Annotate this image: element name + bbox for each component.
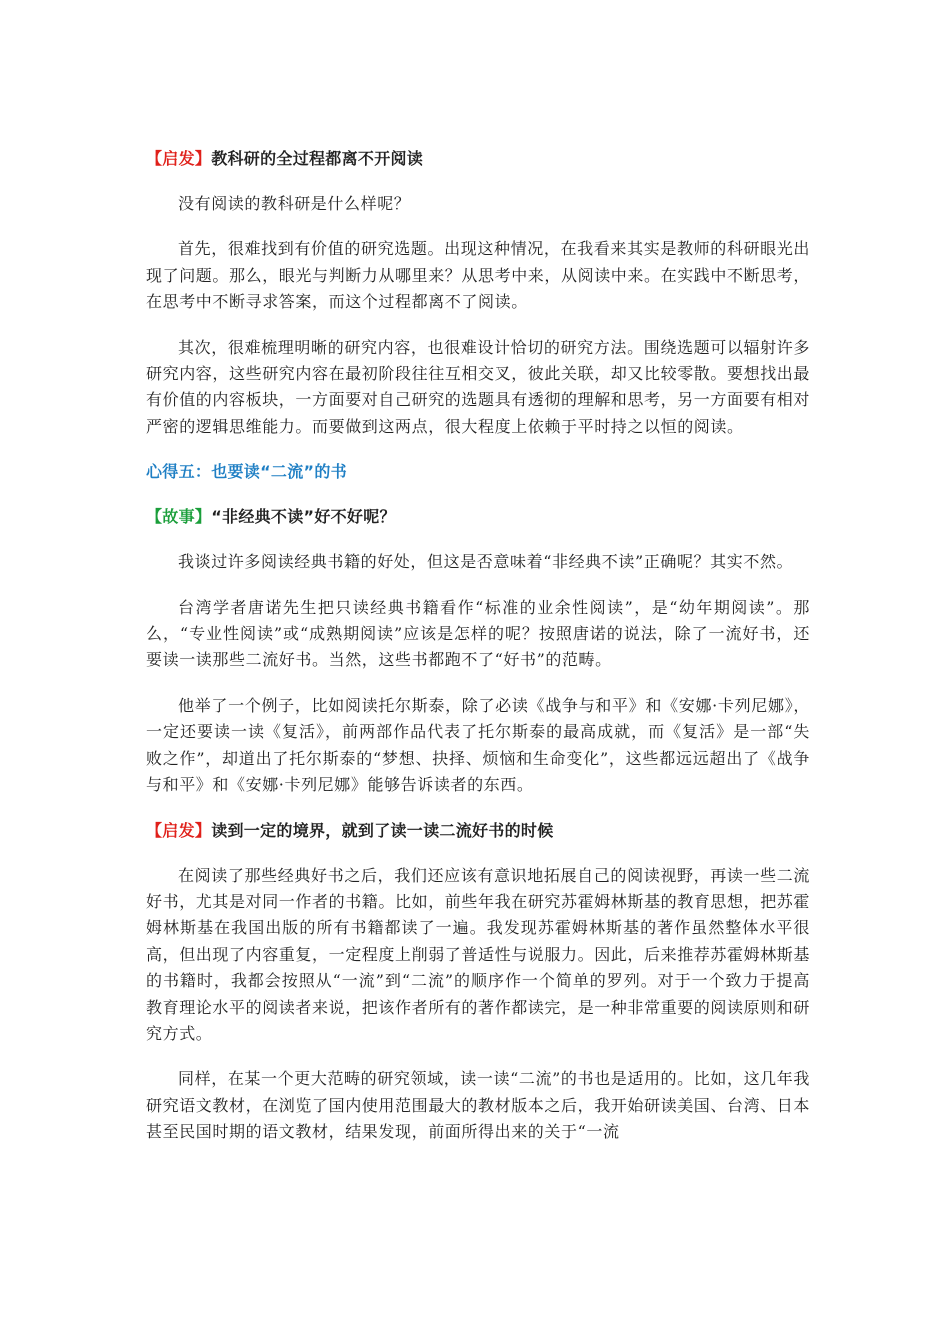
paragraph: 没有阅读的教科研是什么样呢？ xyxy=(178,194,411,213)
section-heading-inspiration-1 xyxy=(146,146,810,172)
paragraph: 其次，很难梳理明晰的研究内容，也很难设计恰切的研究方法。围绕选题可以辐射许多研究内容，这些研究内容在最初阶段往往互相交叉，彼此关联，却又比较零散。要想找出最有价值的内容板块，一方面要对自己研究的选题具有透彻的理解和思考，另一方面要有相对严密的逻辑思维能力。而要做到这两点，很大程度上依赖于平时持之以恒的阅读。 xyxy=(146,337,811,436)
section-heading-inspiration-2 xyxy=(146,818,810,844)
paragraph: 台湾学者唐诺先生把只读经典书籍看作“标准的业余性阅读”，是“幼年期阅读”。那么，“专业性阅读”或“成熟期阅读”应该是怎样的呢？按照唐诺的说法，除了一流好书，还要读一读那些二流好书。当然，这些书都跑不了“好书”的范畴。 xyxy=(146,597,810,670)
heading-text: 读到一定的境界，就到了读一读二流好书的时候 xyxy=(211,820,554,840)
paragraph: 同样，在某一个更大范畴的研究领域，读一读“二流”的书也是适用的。比如，这几年我研究语文教材，在浏览了国内使用范围最大的教材版本之后，我开始研读美国、台湾、日本甚至民国时期的语文教材，结果发现，前面所得出来的关于“一流 xyxy=(146,1069,811,1142)
paragraph: 他举了一个例子，比如阅读托尔斯泰，除了必读《战争与和平》和《安娜·卡列尼娜》，一定还要读一读《复活》，前两部作品代表了托尔斯泰的最高成就，而《复活》是一部“失败之作”，却道出了托尔斯泰的“梦想、抉择、烦恼和生命变化”，这些都远远超出了《战争与和平》和《安娜·卡列尼娜》能够告诉读者的东西。 xyxy=(146,695,810,795)
paragraph: 首先，很难找到有价值的研究选题。出现这种情况，在我看来其实是教师的科研眼光出现了问题。那么，眼光与判断力从哪里来？从思考中来，从阅读中来。在实践中不断思考，在思考中不断寻求答案，而这个过程都离不了阅读。 xyxy=(146,239,811,312)
inspiration-tag: 【启发】 xyxy=(146,149,212,168)
chapter-heading-insight-five: 心得五：也要读“二流”的书 xyxy=(146,462,347,482)
paragraph: 在阅读了那些经典好书之后，我们还应该有意识地拓展自己的阅读视野，再读一些二流好书，尤其是对同一作者的书籍。比如，前些年我在研究苏霍姆林斯基的教育思想，把苏霍姆林斯基在我国出版的所有书籍都读了一遍。我发现苏霍姆林斯基的著作虽然整体水平很高，但出现了内容重复，一定程度上削弱了普适性与说服力。因此，后来推荐苏霍姆林斯基的书籍时，我都会按照从“一流”到“二流”的顺序作一个简单的罗列。对于一个致力于提高教育理论水平的阅读者来说，把该作者所有的著作都读完，是一种非常重要的阅读原则和研究方式。 xyxy=(146,865,811,1043)
paragraph: 我谈过许多阅读经典书籍的好处，但这是否意味着“非经典不读”正确呢？其实不然。 xyxy=(178,552,794,572)
story-tag: 【故事】 xyxy=(146,507,212,527)
document-page xyxy=(146,146,810,1146)
inspiration-tag: 【启发】 xyxy=(146,820,212,840)
heading-text: 教科研的全过程都离不开阅读 xyxy=(211,149,424,168)
section-heading-story xyxy=(146,504,810,530)
heading-text: “非经典不读”好不好呢？ xyxy=(211,507,396,527)
